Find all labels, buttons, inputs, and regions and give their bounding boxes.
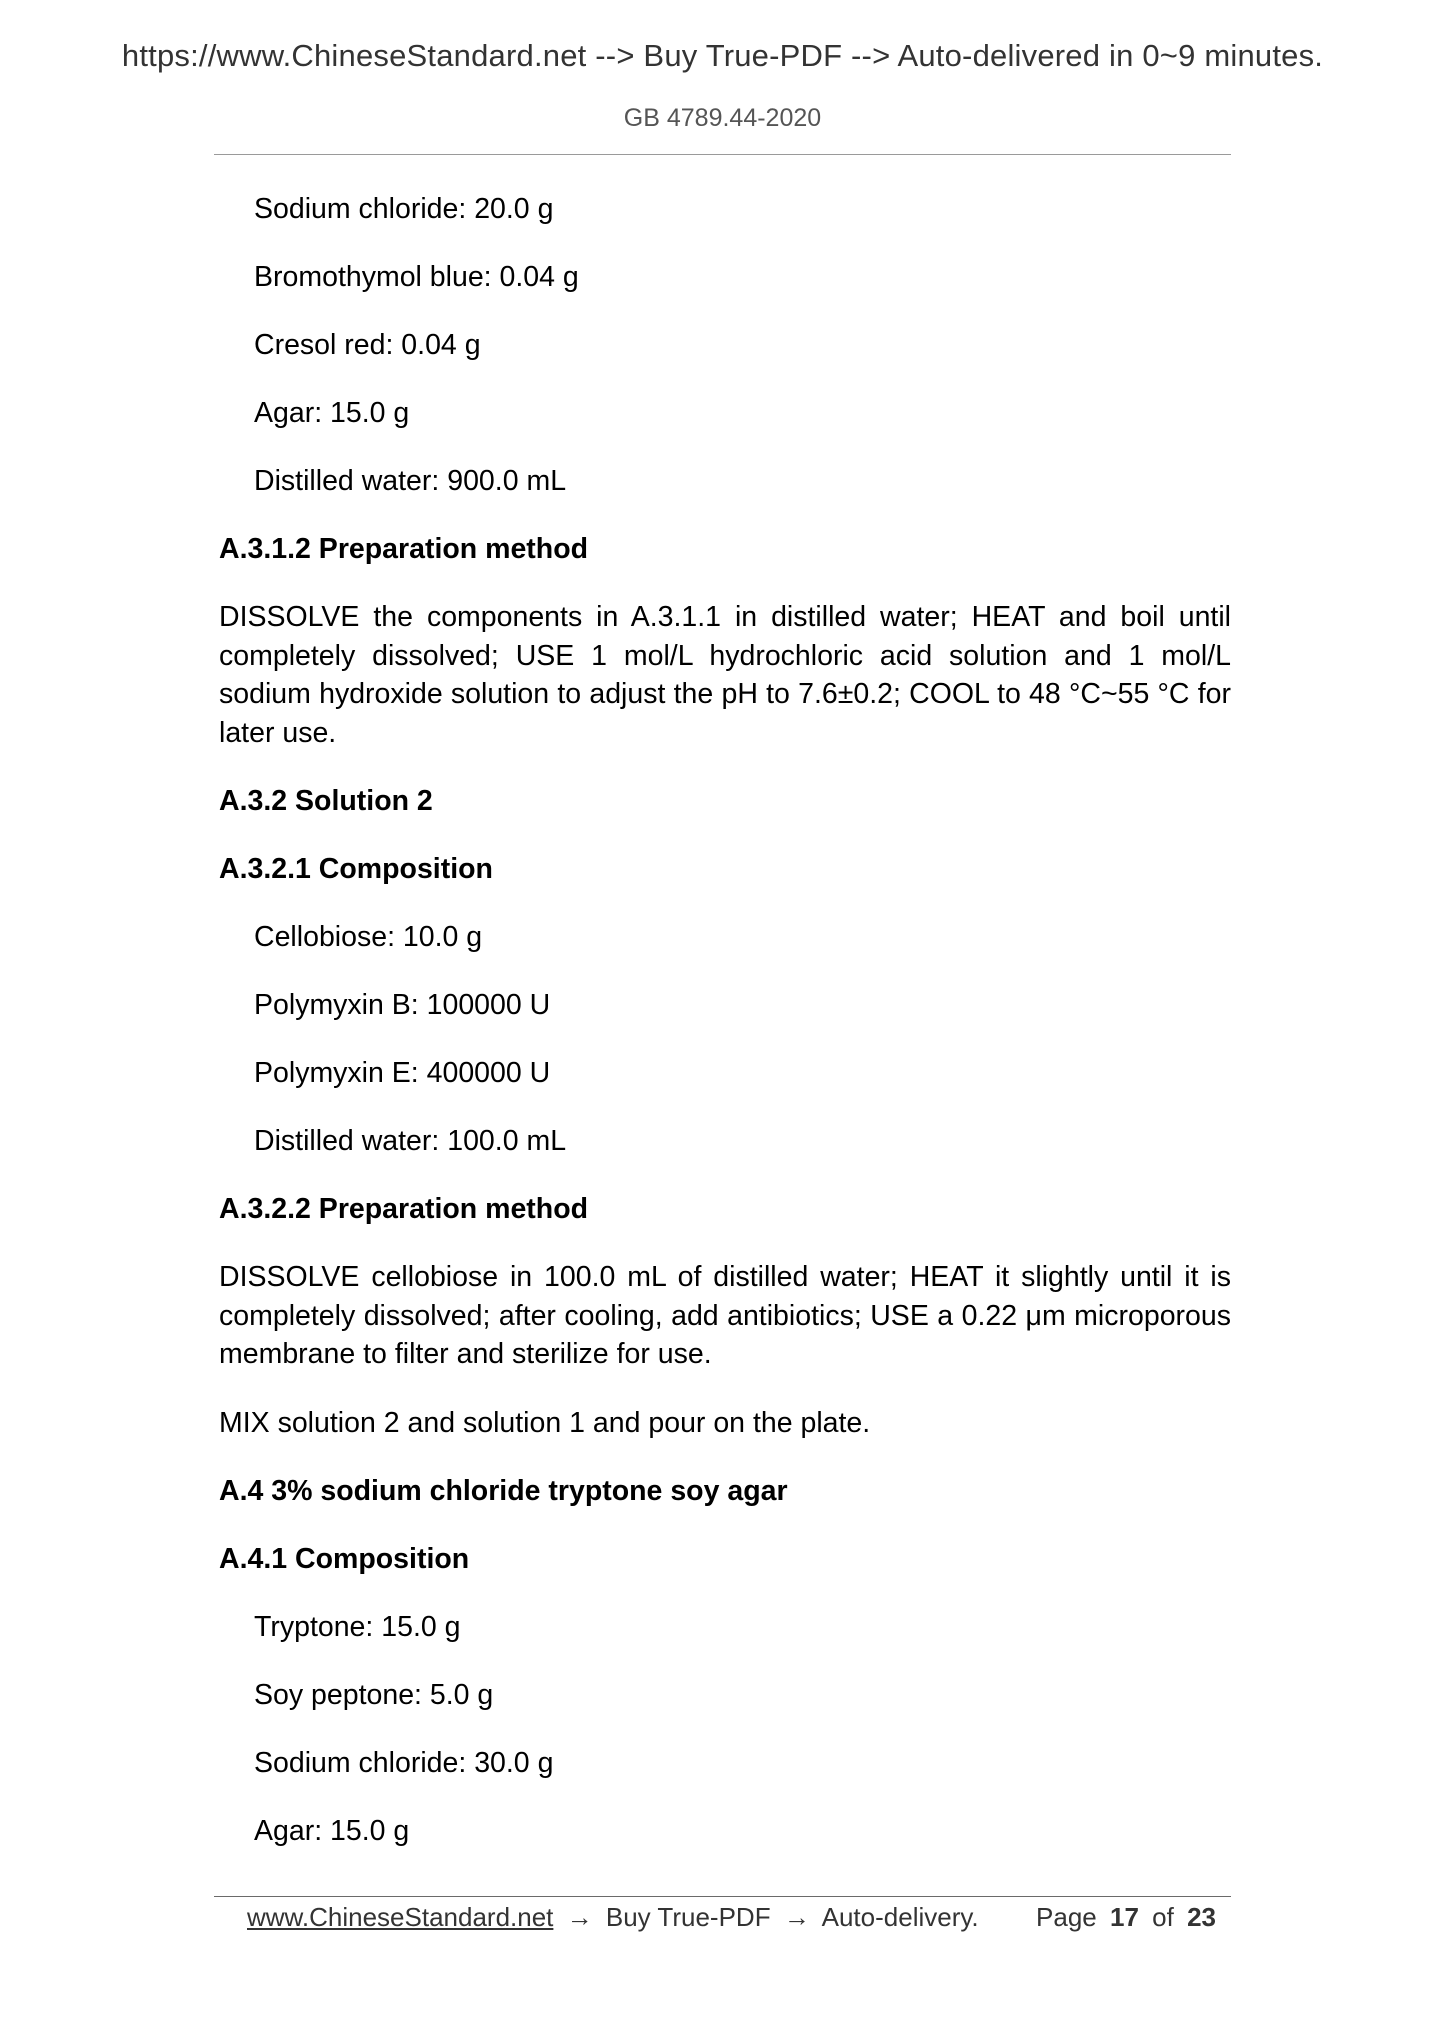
composition-item: Soy peptone: 5.0 g [254, 1679, 494, 1711]
composition-item: Cellobiose: 10.0 g [254, 921, 483, 953]
paragraph-a312: DISSOLVE the components in A.3.1.1 in distilled water; HEAT and boil until completely dissolved; USE 1 mol/L hydrochloric acid solution and 1 mol/L sodium hydroxide solution to adjust the pH to 7.6±0.2; COOL to 48 °C~55 °C for later use. [219, 601, 1231, 749]
composition-item: Bromothymol blue: 0.04 g [254, 261, 579, 293]
section-heading-a321: A.3.2.1 Composition [219, 853, 493, 885]
composition-item: Agar: 15.0 g [254, 397, 410, 429]
top-banner: https://www.ChineseStandard.net --> Buy True-PDF --> Auto-delivered in 0~9 minutes. [121, 38, 1324, 73]
section-heading-a322: A.3.2.2 Preparation method [219, 1193, 589, 1225]
footer-delivery-text: Auto-delivery. [821, 1902, 979, 1932]
composition-item: Distilled water: 900.0 mL [254, 465, 567, 497]
page-label: Page [1036, 1902, 1097, 1932]
header-divider [214, 154, 1231, 155]
footer-promo [247, 1897, 979, 1937]
composition-item: Polymyxin E: 400000 U [254, 1057, 551, 1089]
page-total: 23 [1187, 1902, 1216, 1932]
page-indicator [1036, 1897, 1222, 1937]
arrow-right-icon: → [783, 1902, 810, 1932]
composition-item: Cresol red: 0.04 g [254, 329, 481, 361]
document-code: GB 4789.44-2020 [623, 104, 822, 132]
footer-buy-text: Buy True-PDF [605, 1902, 771, 1932]
page-content [219, 190, 1231, 1880]
composition-item: Distilled water: 100.0 mL [254, 1125, 567, 1157]
composition-item: Tryptone: 15.0 g [254, 1611, 461, 1643]
page-number: 17 [1110, 1902, 1139, 1932]
composition-item: Sodium chloride: 30.0 g [254, 1747, 554, 1779]
composition-item: Polymyxin B: 100000 U [254, 989, 551, 1021]
section-heading-a41: A.4.1 Composition [219, 1543, 470, 1575]
section-heading-a4: A.4 3% sodium chloride tryptone soy agar [219, 1475, 788, 1507]
composition-item: Agar: 15.0 g [254, 1815, 410, 1847]
section-heading-a32: A.3.2 Solution 2 [219, 785, 433, 817]
of-label: of [1152, 1902, 1174, 1932]
composition-item: Sodium chloride: 20.0 g [254, 193, 554, 225]
paragraph-a322: DISSOLVE cellobiose in 100.0 mL of distilled water; HEAT it slightly until it is completely dissolved; after cooling, add antibiotics; USE a 0.22 μm microporous membrane to filter and sterilize for use. [219, 1261, 1231, 1370]
arrow-right-icon: → [566, 1902, 593, 1932]
section-heading-a312: A.3.1.2 Preparation method [219, 533, 589, 565]
paragraph-mix: MIX solution 2 and solution 1 and pour on the plate. [219, 1406, 871, 1439]
site-link[interactable]: www.ChineseStandard.net [247, 1902, 554, 1932]
